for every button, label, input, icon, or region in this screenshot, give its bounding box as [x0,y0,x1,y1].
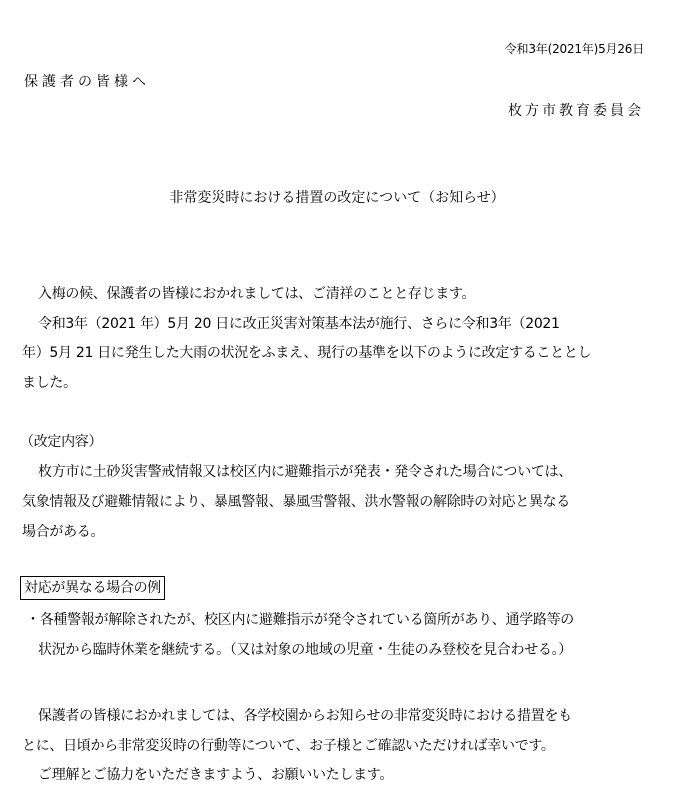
document-title: 非常変災時における措置の改定について（お知らせ） [169,190,505,206]
closing-line-2: とに、日頃から非常変災時の行動等について、お子様とご確認いただければ幸いです。 [22,738,555,754]
sender-line: 枚方市教育委員会 [508,103,644,119]
revision-heading: （改定内容） [20,434,103,450]
intro-line-2: 令和3年（2021 年）5月 20 日に改正災害対策基本法が施行、さらに令和3年（2021 [38,316,560,332]
closing-line-3: ご理解とご協力をいただきますよう、お願いいたします。 [38,767,394,783]
closing-line-1: 保護者の皆様におかれましては、各学校園からお知らせの非常変災時における措置をも [38,708,572,724]
revision-line-3: 場合がある。 [22,524,105,540]
example-line-1: ・各種警報が解除されたが、校区内に避難指示が発令されている箇所があり、通学路等の [26,612,574,628]
revision-line-2: 気象情報及び避難情報により、暴風警報、暴風雪警報、洪水警報の解除時の対応と異なる [22,494,570,510]
intro-line-3: 年）5月 21 日に発生した大雨の状況をふまえ、現行の基準を以下のように改定することとし [22,345,592,361]
example-heading-box: 対応が異なる場合の例 [20,576,165,600]
revision-line-1: 枚方市に土砂災害警戒情報又は校区内に避難指示が発表・発令された場合については、 [38,464,573,480]
example-line-2: 状況から臨時休業を継続する。（又は対象の地域の児童・生徒のみ登校を見合わせる。） [38,642,572,658]
recipient-line: 保護者の皆様へ [24,74,150,90]
intro-line-4: ました。 [22,375,77,391]
issue-date: 令和3年(2021年)5月26日 [504,42,644,56]
intro-line-1: 入梅の候、保護者の皆様におかれましては、ご清祥のことと存じます。 [38,286,476,302]
